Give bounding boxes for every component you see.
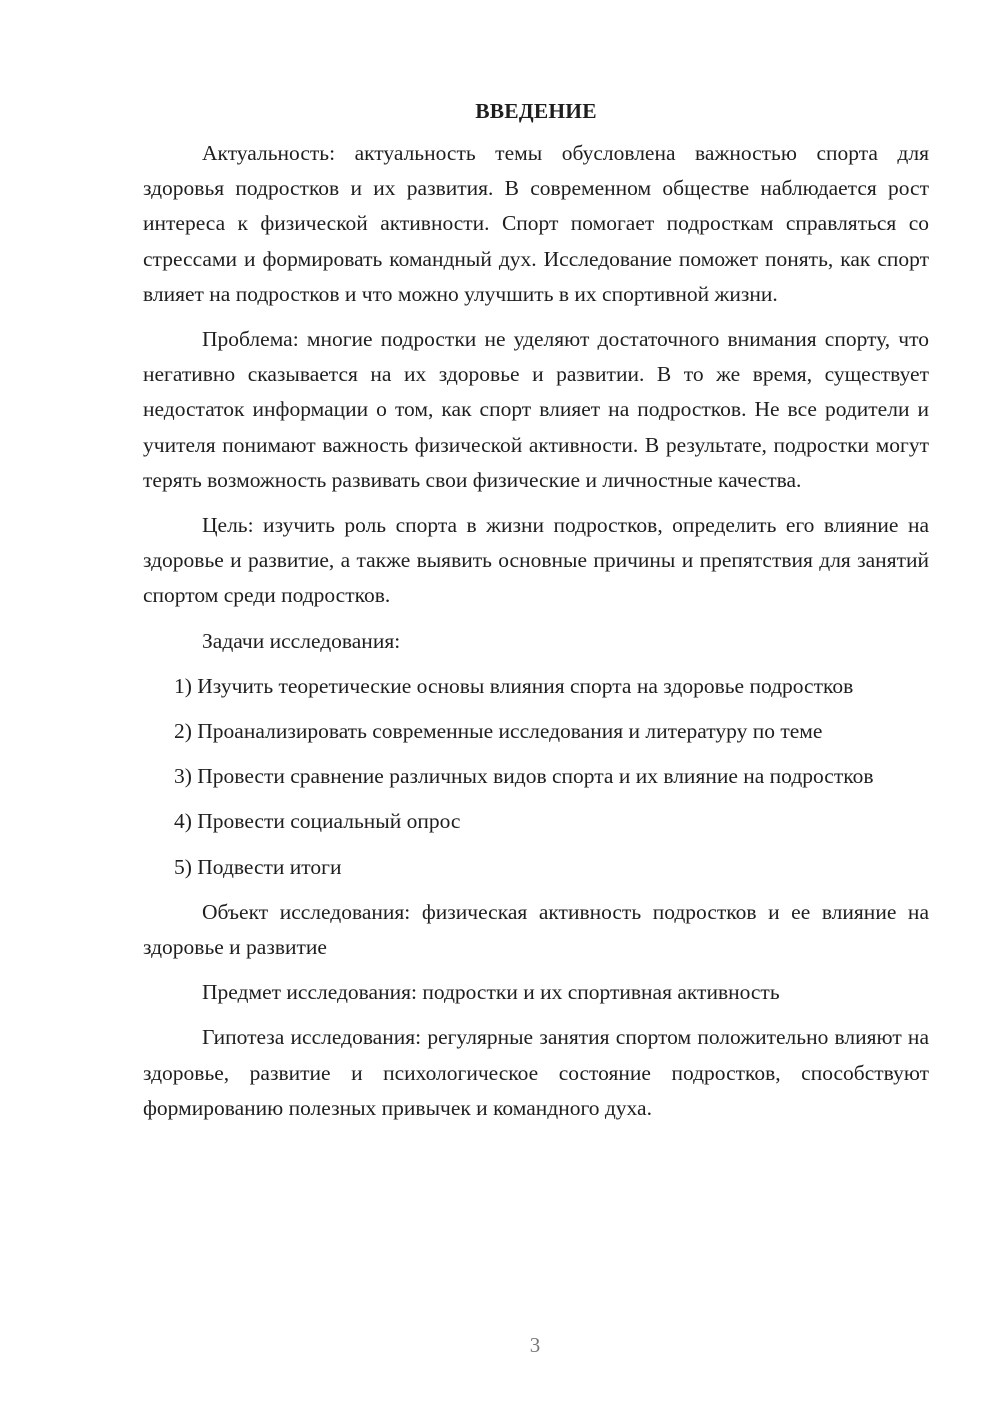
document-page: [143, 96, 929, 1136]
hypothesis-paragraph: Гипотеза исследования: регулярные занятия спортом положительно влияют на здоровье, развитие и психологическое состояние подростков, способствуют формированию полезных привычек и командного духа.: [143, 1025, 929, 1120]
task-item: 4) Провести социальный опрос: [174, 809, 461, 834]
object-paragraph: Объект исследования: физическая активность подростков и ее влияние на здоровье и развитие: [143, 899, 929, 960]
task-item: 2) Проанализировать современные исследования и литературу по теме: [174, 719, 823, 744]
problem-paragraph: Проблема: многие подростки не уделяют достаточного внимания спорту, что негативно сказывается на их здоровье и развитии. В то же время, существует недостаток информации о том, как спорт влияет на подростков. Не все родители и учителя понимают важность физической активности. В результате, подростки могут терять возможность развивать свои физические и личностные качества.: [143, 327, 929, 492]
page-number: 3: [529, 1333, 541, 1357]
section-heading: ВВЕДЕНИЕ: [475, 99, 597, 123]
subject-paragraph: Предмет исследования: подростки и их спортивная активность: [202, 980, 780, 1005]
task-item: 1) Изучить теоретические основы влияния спорта на здоровье подростков: [174, 673, 854, 698]
goal-paragraph: Цель: изучить роль спорта в жизни подростков, определить его влияние на здоровье и развитие, а также выявить основные причины и препятствия для занятий спортом среди подростков.: [143, 513, 929, 608]
task-item: 5) Подвести итоги: [174, 854, 342, 879]
task-item: 3) Провести сравнение различных видов спорта и их влияние на подростков: [174, 764, 874, 789]
tasks-title: Задачи исследования:: [202, 628, 401, 653]
relevance-paragraph: Актуальность: актуальность темы обусловлена важностью спорта для здоровья подростков и их развития. В современном обществе наблюдается рост интереса к физической активности. Спорт помогает подросткам справляться со стрессами и формировать командный дух. Исследование поможет понять, как спорт влияет на подростков и что можно улучшить в их спортивной жизни.: [143, 141, 929, 306]
tasks-list: [143, 669, 929, 885]
